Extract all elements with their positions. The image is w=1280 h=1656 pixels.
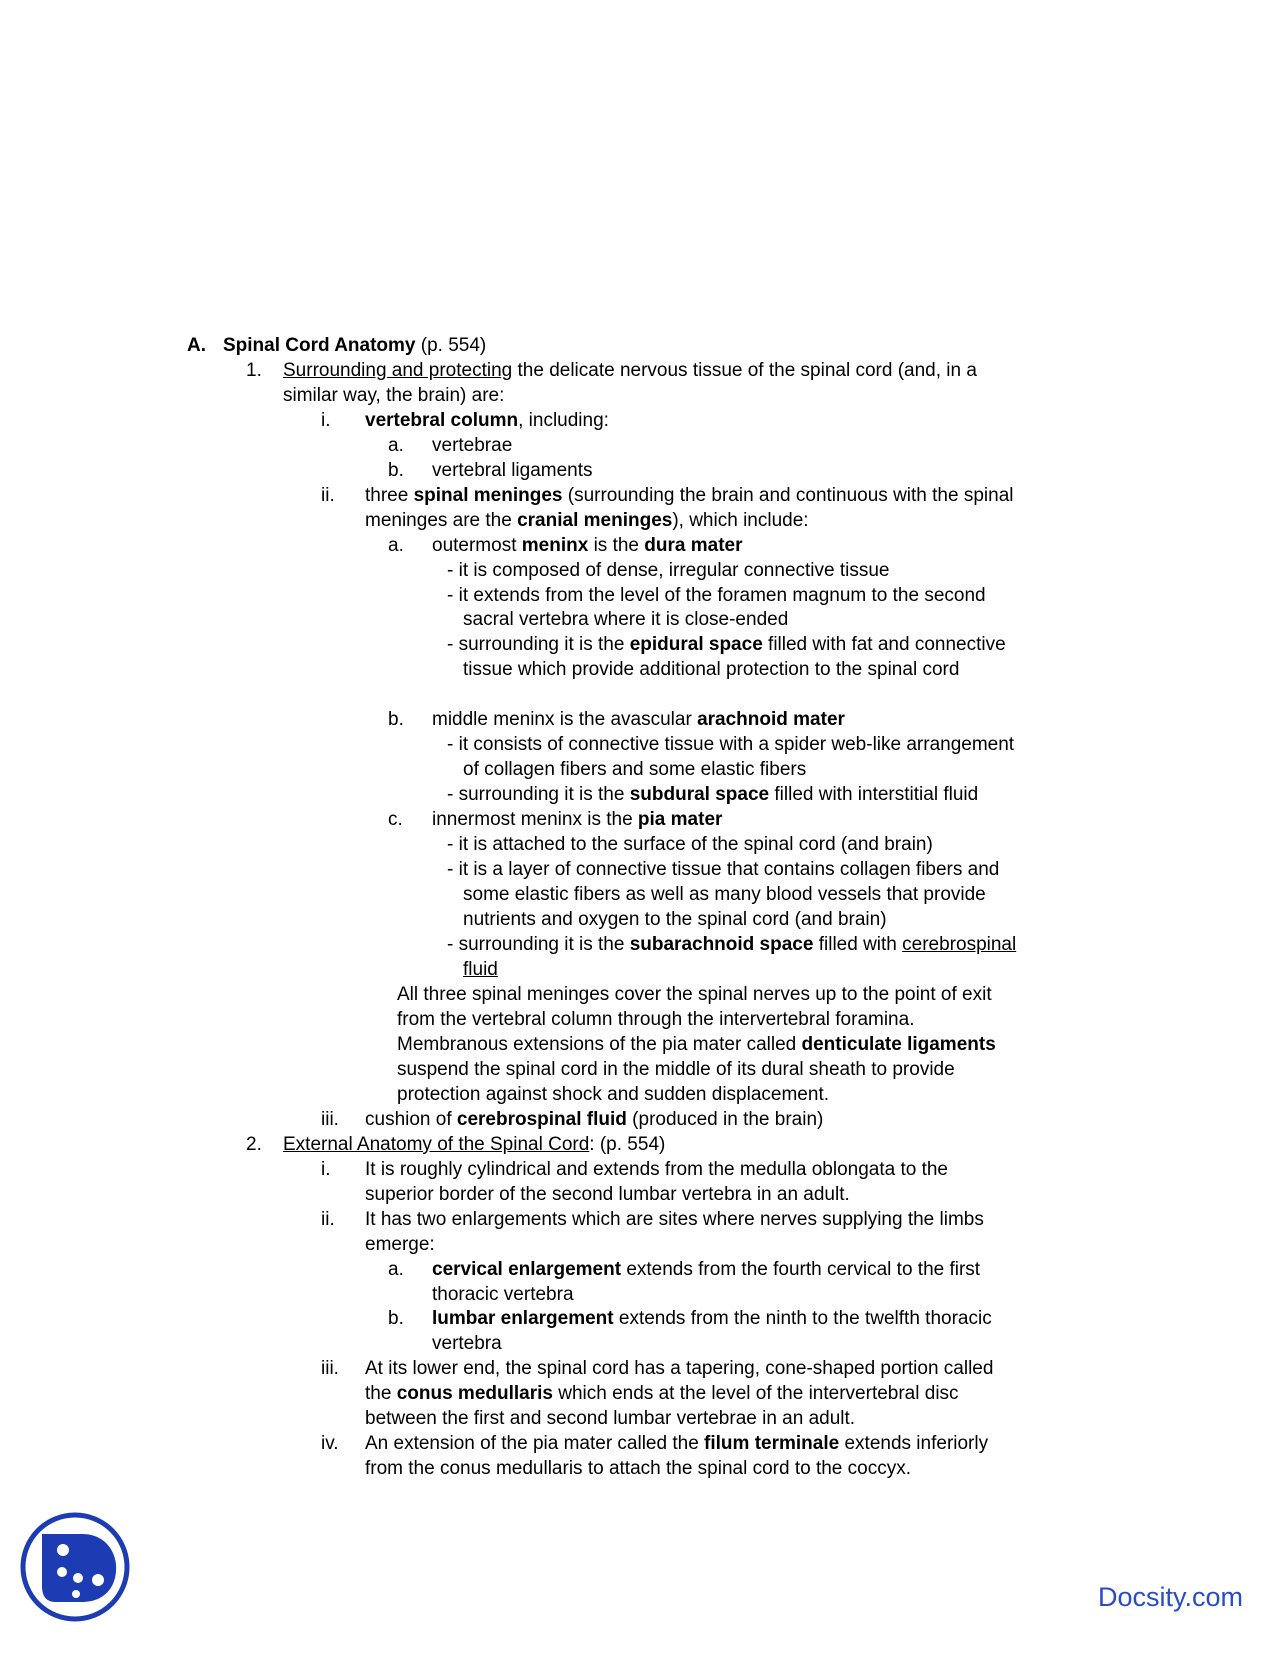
roman-numeral: iv.	[321, 1433, 339, 1454]
list-item: It is roughly cylindrical and extends from the medulla oblongata to the	[365, 1159, 948, 1180]
list-item-cont: emerge:	[365, 1234, 435, 1255]
detail-line: - it is attached to the surface of the spinal cord (and brain)	[447, 834, 933, 855]
section-heading: A.	[187, 335, 206, 356]
docsity-logo-icon[interactable]	[20, 1512, 130, 1622]
list-item: middle meninx is the avascular arachnoid mater	[432, 709, 845, 730]
list-item-cont: thoracic vertebra	[432, 1284, 574, 1305]
sub-letter: a.	[388, 1259, 404, 1280]
item-number: 2.	[246, 1134, 262, 1155]
list-item: innermost meninx is the pia mater	[432, 809, 723, 830]
item-number: 1.	[246, 360, 262, 381]
list-item-cont: vertebra	[432, 1333, 502, 1354]
sub-letter: a.	[388, 435, 404, 456]
list-item: vertebral column, including:	[365, 410, 609, 431]
detail-line: - it is composed of dense, irregular connective tissue	[447, 560, 890, 581]
detail-line: nutrients and oxygen to the spinal cord (and brain)	[463, 909, 887, 930]
list-item-cont: the conus medullaris which ends at the level of the intervertebral disc	[365, 1383, 959, 1404]
detail-line: tissue which provide additional protection to the spinal cord	[463, 659, 960, 680]
roman-numeral: iii.	[321, 1358, 339, 1379]
section-title: Spinal Cord Anatomy (p. 554)	[223, 335, 487, 356]
list-item: lumbar enlargement extends from the ninth to the twelfth thoracic	[432, 1308, 992, 1329]
detail-line: - it extends from the level of the foramen magnum to the second	[447, 585, 986, 606]
paragraph-line: suspend the spinal cord in the middle of its dural sheath to provide	[397, 1059, 955, 1080]
sub-letter: a.	[388, 535, 404, 556]
list-item: cervical enlargement extends from the fourth cervical to the first	[432, 1259, 981, 1280]
paragraph-line: All three spinal meninges cover the spinal nerves up to the point of exit	[397, 984, 992, 1005]
list-item: It has two enlargements which are sites where nerves supplying the limbs	[365, 1209, 984, 1230]
sub-letter: b.	[388, 709, 404, 730]
detail-line: - it consists of connective tissue with a spider web-like arrangement	[447, 734, 1015, 755]
roman-numeral: i.	[321, 1159, 331, 1180]
list-item: An extension of the pia mater called the filum terminale extends inferiorly	[365, 1433, 989, 1454]
roman-numeral: ii.	[321, 1209, 335, 1230]
paragraph-line: from the vertebral column through the intervertebral foramina.	[397, 1009, 915, 1030]
list-item: three spinal meninges (surrounding the brain and continuous with the spinal	[365, 485, 1014, 506]
list-item: At its lower end, the spinal cord has a tapering, cone-shaped portion called	[365, 1358, 994, 1379]
detail-line: of collagen fibers and some elastic fibers	[463, 759, 807, 780]
paragraph-line: protection against shock and sudden displacement.	[397, 1084, 829, 1105]
detail-line: fluid	[463, 959, 498, 980]
detail-line: - surrounding it is the subdural space filled with interstitial fluid	[447, 784, 979, 805]
item1-line2: similar way, the brain) are:	[283, 385, 505, 406]
list-item: cushion of cerebrospinal fluid (produced in the brain)	[365, 1109, 824, 1130]
sub-letter: b.	[388, 460, 404, 481]
roman-numeral: i.	[321, 410, 331, 431]
detail-line: - surrounding it is the epidural space filled with fat and connective	[447, 634, 1006, 655]
item2-heading: External Anatomy of the Spinal Cord: (p. 554)	[283, 1134, 666, 1155]
detail-line: sacral vertebra where it is close-ended	[463, 609, 789, 630]
sub-letter: b.	[388, 1308, 404, 1329]
roman-numeral: ii.	[321, 485, 335, 506]
list-item-cont: meninges are the cranial meninges), which include:	[365, 510, 809, 531]
list-item: vertebral ligaments	[432, 460, 593, 481]
list-item: vertebrae	[432, 435, 513, 456]
docsity-brand-link[interactable]: Docsity.com	[1098, 1582, 1244, 1612]
sub-letter: c.	[388, 809, 403, 830]
item1-line1: Surrounding and protecting the delicate nervous tissue of the spinal cord (and, in a	[283, 360, 977, 381]
detail-line: - surrounding it is the subarachnoid space filled with cerebrospinal	[447, 934, 1017, 955]
detail-line: - it is a layer of connective tissue that contains collagen fibers and	[447, 859, 1000, 880]
list-item-cont: superior border of the second lumbar vertebra in an adult.	[365, 1184, 850, 1205]
detail-line: some elastic fibers as well as many blood vessels that provide	[463, 884, 986, 905]
list-item-cont: between the first and second lumbar vertebrae in an adult.	[365, 1408, 856, 1429]
paragraph-line: Membranous extensions of the pia mater called denticulate ligaments	[397, 1034, 996, 1055]
roman-numeral: iii.	[321, 1109, 339, 1130]
list-item-cont: from the conus medullaris to attach the spinal cord to the coccyx.	[365, 1458, 911, 1479]
list-item: outermost meninx is the dura mater	[432, 535, 743, 556]
